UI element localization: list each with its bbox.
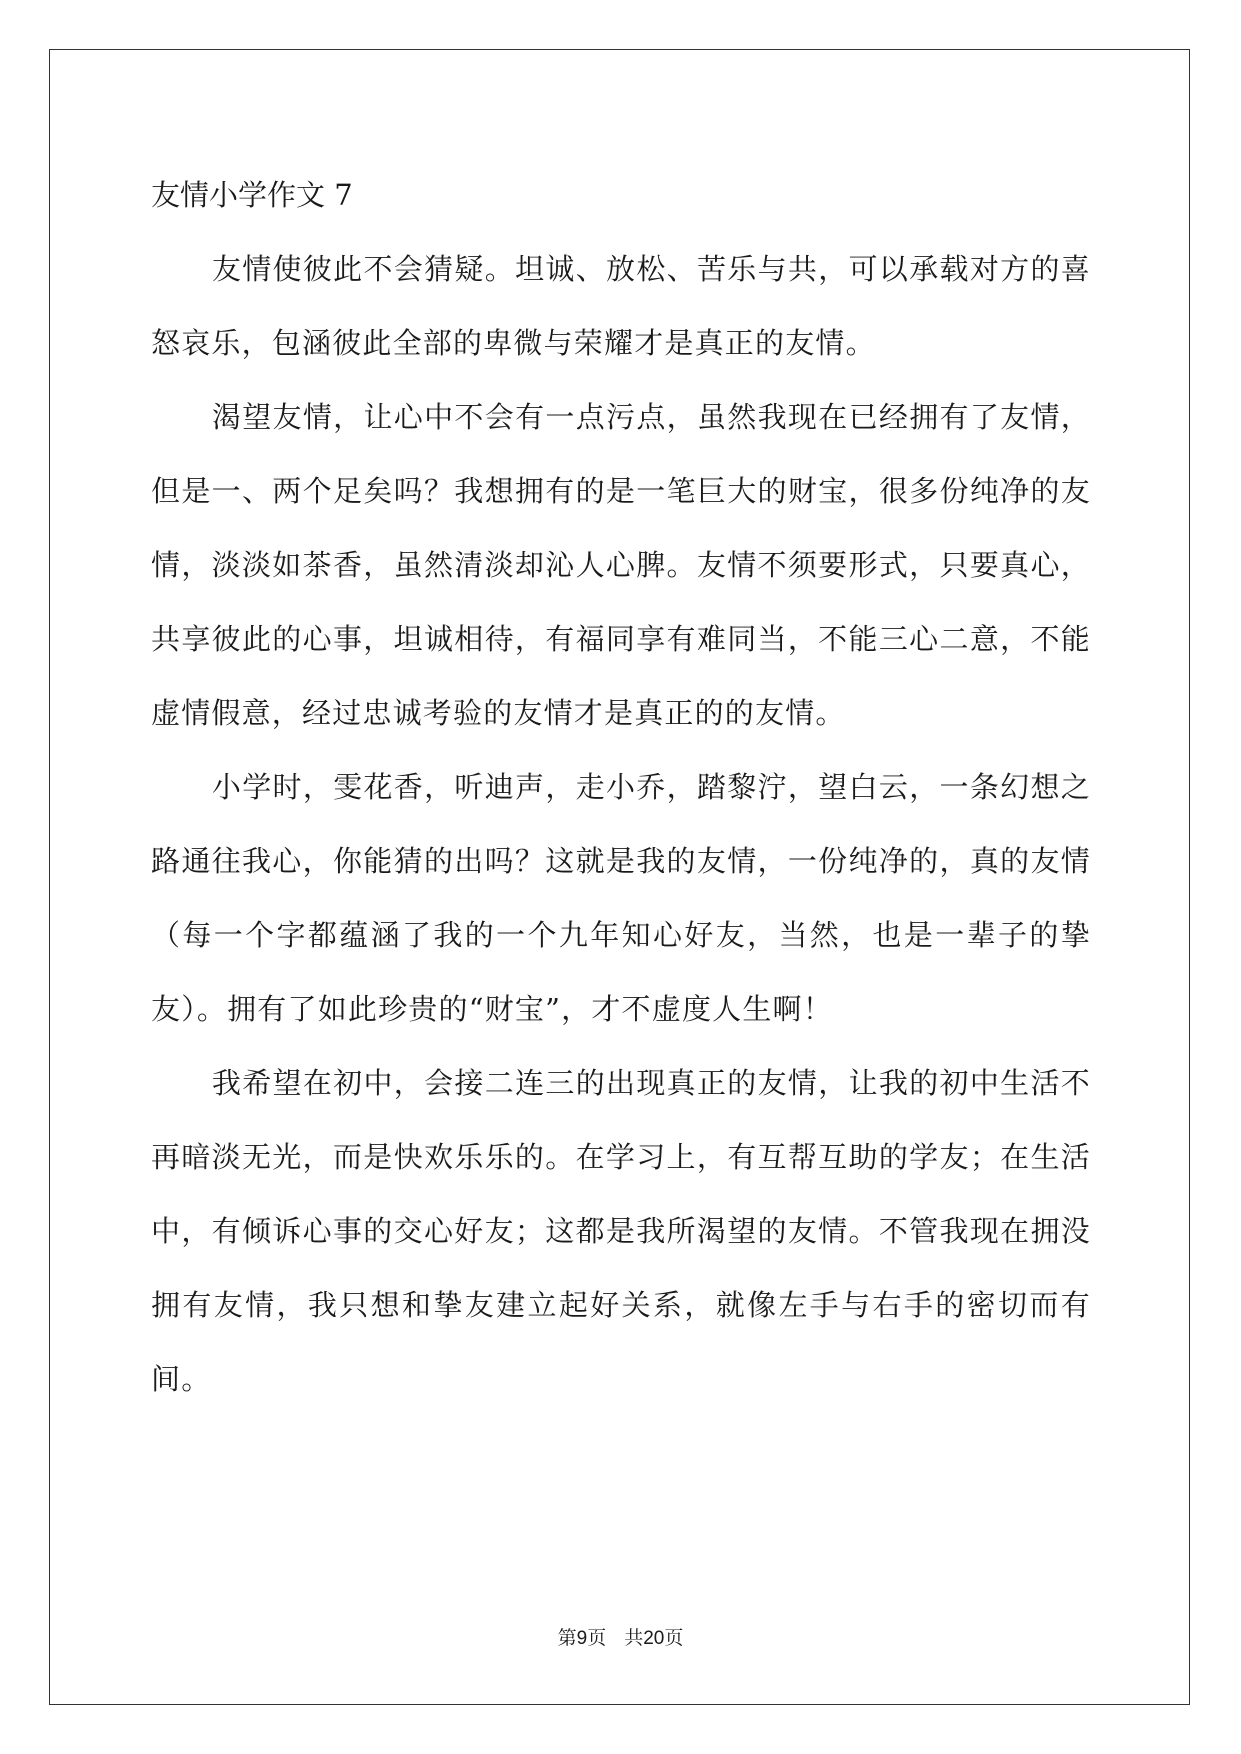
total-suffix: 页: [664, 1627, 684, 1649]
page-number: 9: [576, 1628, 588, 1649]
paragraph-4: 我希望在初中，会接二连三的出现真正的友情，让我的初中生活不再暗淡无光，而是快欢乐乐的。在学习上，有互帮互助的学友；在生活中，有倾诉心事的交心好友；这都是我所渴望的友情。不管我现在拥没拥有友情，我只想和挚友建立起好关系，就像左手与右手的密切而有间。: [151, 1066, 1091, 1396]
page-suffix: 页: [587, 1627, 607, 1649]
page-footer: [0, 1623, 1241, 1650]
essay-title: 友情小学作文 7: [151, 178, 353, 212]
paragraph-2: 渴望友情，让心中不会有一点污点，虽然我现在已经拥有了友情，但是一、两个足矣吗？我想拥有的是一笔巨大的财宝，很多份纯净的友情，淡淡如茶香，虽然清淡却沁人心脾。友情不须要形式，只要真心，共享彼此的心事，坦诚相待，有福同享有难同当，不能三心二意，不能虚情假意，经过忠诚考验的友情才是真正的的友情。: [151, 400, 1091, 730]
paragraph-3: 小学时，雯花香，听迪声，走小乔，踏黎泞，望白云，一条幻想之路通往我心，你能猜的出吗？这就是我的友情，一份纯净的，真的友情（每一个字都蕴涵了我的一个九年知心好友，当然，也是一辈子的挚友）。拥有了如此珍贵的“财宝”，才不虚度人生啊！: [151, 770, 1091, 1026]
total-prefix: 共: [624, 1627, 644, 1649]
total-pages: 20: [643, 1628, 665, 1649]
document-body: [151, 158, 1091, 1416]
paragraph-1: 友情使彼此不会猜疑。坦诚、放松、苦乐与共，可以承载对方的喜怒哀乐，包涵彼此全部的卑微与荣耀才是真正的友情。: [151, 252, 1091, 360]
page-prefix: 第: [557, 1627, 577, 1649]
